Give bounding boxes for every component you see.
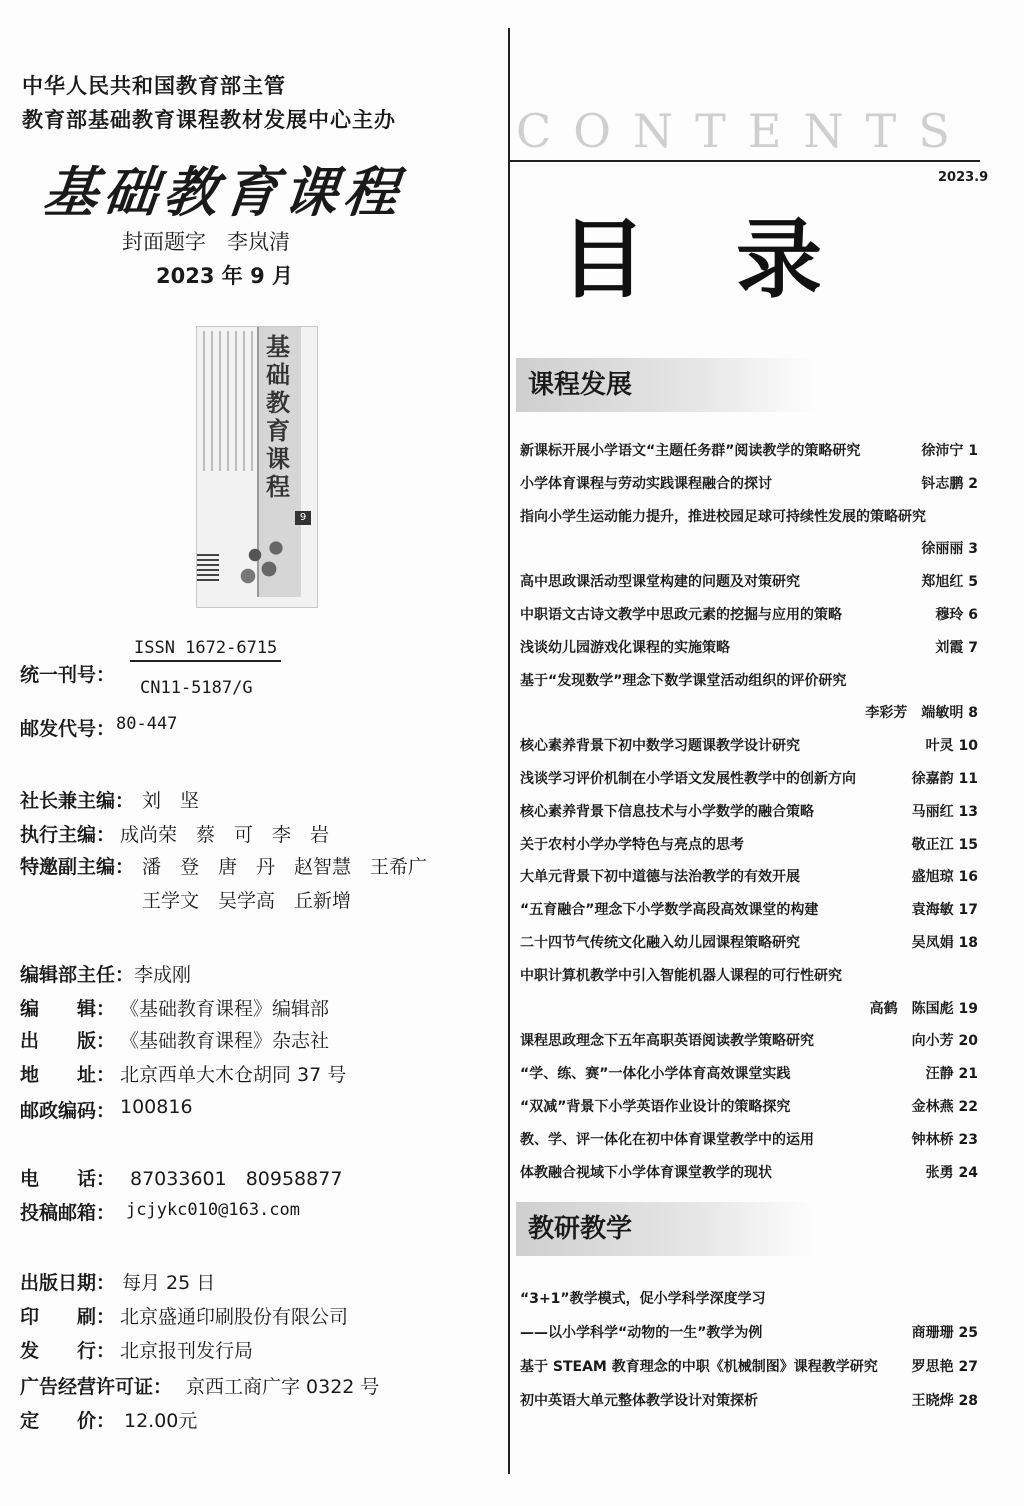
cover-barcode: [197, 551, 219, 581]
toc-entry-title: 小学体育课程与劳动实践课程融合的探讨: [520, 475, 772, 492]
toc-entry: [520, 637, 978, 670]
toc-entry: [520, 604, 978, 637]
toc-entry-title: 高中思政课活动型课堂构建的问题及对策研究: [520, 574, 800, 591]
toc-entry: [520, 932, 978, 965]
toc-entry-title: “五育融合”理念下小学数学高段高效课堂的构建: [520, 902, 819, 919]
toc-entry-title: 教、学、评一体化在初中体育课堂教学中的运用: [520, 1131, 814, 1148]
editor-value: 《基础教育课程》编辑部: [120, 998, 330, 1020]
toc-entry: [520, 1356, 978, 1390]
price-label: 定 价：: [20, 1410, 116, 1432]
post-label: 邮发代号：: [20, 718, 116, 740]
toc-entry-author-page: 穆玲 6: [935, 607, 978, 623]
toc-entry-author-page: 徐丽丽 3: [921, 541, 978, 558]
toc-entry: [520, 571, 978, 604]
toc-entry: [520, 1030, 978, 1063]
toc-entry: [520, 1390, 978, 1424]
cn-label: 统一刊号：: [20, 664, 116, 686]
toc-entry-title: 课程思政理念下五年高职英语阅读教学策略研究: [520, 1033, 814, 1050]
cover-thumb-title: 基础教育课程: [266, 332, 290, 501]
cover-issue-number: 9: [295, 511, 311, 525]
address-value: 北京西单大木仓胡同 37 号: [120, 1064, 347, 1086]
ad-license-label: 广告经营许可证：: [20, 1376, 173, 1398]
toc-entry: [520, 1129, 978, 1162]
toc-entry-author-page: 敬正江 15: [911, 836, 978, 853]
pubdate-label: 出版日期：: [20, 1272, 116, 1294]
toc-entry-title: 核心素养背景下初中数学习题课教学设计研究: [520, 738, 800, 755]
post-code: 80-447: [116, 714, 178, 734]
publisher-value: 《基础教育课程》杂志社: [120, 1030, 330, 1052]
toc-entry: [520, 735, 978, 768]
toc-entry-title: 二十四节气传统文化融入幼儿园课程策略研究: [520, 935, 800, 951]
header-rule: [510, 160, 980, 162]
toc-entry-author-page: 袁海敏 17: [911, 902, 978, 919]
toc-entry-title: 浅谈幼儿园游戏化课程的实施策略: [520, 639, 730, 656]
distrib-value: 北京报刊发行局: [120, 1340, 254, 1362]
issue-date: 2023 年 9 月: [156, 264, 293, 288]
toc-entry-author-page: 郑旭红 5: [921, 574, 978, 591]
toc-entry: [520, 1288, 978, 1322]
toc-entry-author-page: 刘霞 7: [935, 639, 978, 656]
phone-label: 电 话：: [20, 1168, 116, 1190]
toc-entry: [520, 866, 978, 899]
contents-word: CONTENTS: [516, 104, 972, 158]
cover-thumbnail: [196, 326, 318, 608]
toc-entry-title: 关于农村小学办学特色与亮点的思考: [520, 836, 744, 853]
address-label: 地 址：: [20, 1064, 116, 1086]
toc-entry-title: 核心素养背景下信息技术与小学数学的融合策略: [520, 803, 814, 820]
toc-entry-title: 基于 STEAM 教育理念的中职《机械制图》课程教学研究: [520, 1359, 878, 1375]
toc-entry-author-page: 向小芳 20: [911, 1033, 978, 1050]
journal-title: 基础教育课程: [40, 160, 407, 224]
toc-entry-author-page: 王晓烨 28: [911, 1393, 978, 1409]
deputy-label: 特邀副主编：: [20, 856, 135, 878]
issn: ISSN 1672-6715: [130, 638, 281, 662]
toc-entry: [520, 1162, 978, 1195]
email-label: 投稿邮箱：: [20, 1202, 116, 1224]
toc-entry: [520, 834, 978, 867]
exec-value: 成尚荣 蔡 可 李 岩: [120, 824, 330, 846]
toc-entry-author-page: 钭志鹏 2: [921, 475, 978, 492]
cover-text-lines: [203, 331, 253, 471]
toc-entry: [520, 1322, 978, 1356]
toc-entry-author-page: 叶灵 10: [925, 738, 978, 755]
toc-entry: [520, 899, 978, 932]
toc-entry-author-page: 吴凤娟 18: [911, 935, 978, 951]
toc-entry-title: “3+1”教学模式，促小学科学深度学习: [520, 1291, 766, 1307]
deputy-value-1: 潘 登 唐 丹 赵智慧 王希广: [142, 856, 428, 878]
toc-entry: [520, 965, 978, 998]
toc-entry: [520, 1096, 978, 1129]
toc-entry-author-page: 商珊珊 25: [911, 1325, 978, 1341]
zip-value: 100816: [120, 1096, 193, 1118]
sponsor-line-2: 教育部基础教育课程教材发展中心主办: [22, 108, 396, 132]
toc-entry-author-page: 汪静 21: [925, 1066, 978, 1083]
phone-value: 87033601 80958877: [130, 1168, 343, 1190]
zip-label: 邮政编码：: [20, 1100, 116, 1122]
toc-entry-author-page: 马丽红 13: [911, 803, 978, 820]
toc-entry: [520, 998, 978, 1031]
toc-entry-title: 指向小学生运动能力提升，推进校园足球可持续性发展的策略研究: [520, 508, 926, 525]
distrib-label: 发 行：: [20, 1340, 116, 1362]
printer-value: 北京盛通印刷股份有限公司: [120, 1306, 349, 1328]
director-label: 社长兼主编：: [20, 790, 135, 812]
cover-plant-illustration: [227, 527, 297, 597]
toc-entry: [520, 473, 978, 506]
toc-entry-title: 浅谈学习评价机制在小学语文发展性教学中的创新方向: [520, 771, 856, 787]
section-header-teaching-research: 教研教学: [516, 1202, 816, 1256]
toc-entry-author-page: 盛旭琼 16: [911, 869, 978, 886]
toc-entry-author-page: 张勇 24: [925, 1164, 978, 1181]
toc-entry: [520, 1063, 978, 1096]
director-value: 刘 坚: [142, 790, 200, 812]
toc-entry-author-page: 钟林桥 23: [911, 1131, 978, 1148]
toc-entry-author-page: 李彩芳 端敏明 8: [865, 705, 978, 722]
toc-entry-author-page: 徐嘉韵 11: [911, 771, 978, 787]
toc-entry-title: 基于“发现数学”理念下数学课堂活动组织的评价研究: [520, 672, 847, 689]
toc-entry-author-page: 罗思艳 27: [911, 1359, 978, 1375]
cover-inscription: 封面题字 李岚清: [122, 230, 290, 254]
toc-entry-title: ——以小学科学“动物的一生”教学为例: [520, 1325, 763, 1341]
email-value: jcjykc010@163.com: [126, 1200, 300, 1220]
dept-value: 李成刚: [134, 964, 192, 986]
price-value: 12.00元: [124, 1410, 198, 1432]
toc-entry: [520, 801, 978, 834]
section-header-course-development: 课程发展: [516, 358, 816, 412]
dept-label: 编辑部主任：: [20, 964, 135, 986]
toc-entry-author-page: 高鹤 陈国彪 19: [869, 1000, 978, 1017]
exec-label: 执行主编：: [20, 824, 116, 846]
sponsor-line-1: 中华人民共和国教育部主管: [22, 74, 286, 98]
toc-entry: [520, 768, 978, 801]
toc-entry-title: 中职语文古诗文教学中思政元素的挖掘与应用的策略: [520, 607, 842, 623]
toc-entry-title: 中职计算机教学中引入智能机器人课程的可行性研究: [520, 967, 842, 984]
cn-number: CN11-5187/G: [140, 678, 253, 698]
toc-entry-title: 大单元背景下初中道德与法治教学的有效开展: [520, 869, 800, 886]
ad-license-value: 京西工商广字 0322 号: [186, 1376, 380, 1398]
toc-entry: [520, 670, 978, 703]
pubdate-value: 每月 25 日: [122, 1272, 216, 1294]
toc-entry-title: “学、练、赛”一体化小学体育高效课堂实践: [520, 1066, 791, 1083]
column-divider: [508, 28, 510, 1474]
toc-entry-title: 体教融合视域下小学体育课堂教学的现状: [520, 1164, 772, 1181]
toc-entry: [520, 702, 978, 735]
toc-entry-author-page: 金林燕 22: [911, 1099, 978, 1115]
editor-label: 编 辑：: [20, 998, 116, 1020]
toc-entry-title: 初中英语大单元整体教学设计对策探析: [520, 1393, 758, 1409]
publisher-label: 出 版：: [20, 1030, 116, 1052]
toc-entry-title: 新课标开展小学语文“主题任务群”阅读教学的策略研究: [520, 443, 861, 459]
deputy-value-2: 王学文 吴学高 丘新增: [142, 890, 352, 912]
toc-date: 2023.9: [938, 170, 989, 185]
toc-entry: [520, 506, 978, 539]
toc-entry-title: “双减”背景下小学英语作业设计的策略探究: [520, 1099, 791, 1115]
toc-title: 目录: [560, 210, 912, 310]
toc-entry: [520, 538, 978, 571]
toc-entry-author-page: 徐沛宁 1: [921, 443, 978, 459]
printer-label: 印 刷：: [20, 1306, 116, 1328]
toc-entry: [520, 440, 978, 473]
